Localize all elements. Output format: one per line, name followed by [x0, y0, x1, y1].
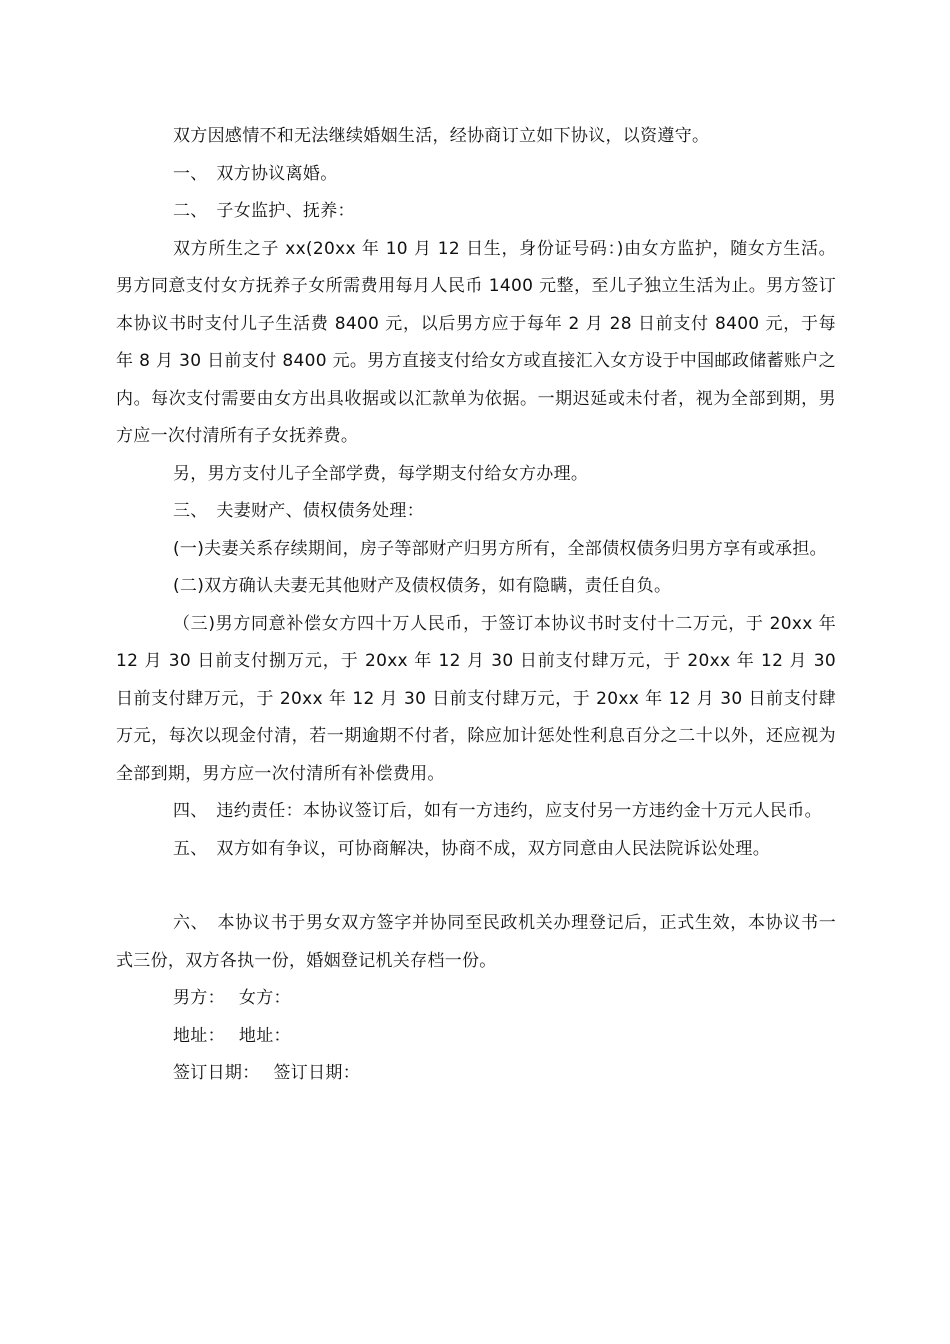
- male-date-label: 签订日期：: [173, 1063, 260, 1083]
- agreement-body: [116, 118, 836, 1093]
- clause-2-heading: 二、 子女监护、抚养：: [173, 201, 355, 221]
- clause-2-custody-paragraph: 双方所生之子 xx(20xx 年 10 月 12 日生，身份证号码：)由女方监护，随女方生活。男方同意支付女方抚养子女所需费用每月人民币 1400 元整，至儿子独立生活为止。男方签订本协议书时支付儿子生活费 8400 元，以后男方应于每年 2 月 28 日前支付 8400 元，于每年 8 月 30 日前支付 8400 元。男方直接支付给女方或直接汇入女方设于中国邮政储蓄账户之内。每次支付需要由女方出具收据或以汇款单为依据。一期迟延或未付者，视为全部到期，男方应一次付清所有子女抚养费。: [116, 238, 836, 446]
- male-party-label: 男方：: [173, 988, 225, 1008]
- clause-5-dispute: 五、 双方如有争议，可协商解决，协商不成，双方同意由人民法院诉讼处理。: [173, 838, 770, 859]
- clause-3-item-3: （三)男方同意补偿女方四十万人民币，于签订本协议书时支付十二万元，于 20xx 年 12 月 30 日前支付捌万元，于 20xx 年 12 月 30 日前支付肆万元，于 20xx 年 12 月 30 日前支付肆万元，于 20xx 年 12 月 30 日前支付肆万元，于 20xx 年 12 月 30 日前支付肆万元，每次以现金付清，若一期逾期不付者，除应加计惩处性利息百分之二十以外，还应视为全部到期，男方应一次付清所有补偿费用。: [116, 613, 836, 784]
- signature-address-row: [116, 1018, 836, 1056]
- signature-party-row: [116, 980, 836, 1018]
- clause-6-effectiveness: 六、 本协议书于男女双方签字并协同至民政机关办理登记后，正式生效，本协议书一式三份，双方各执一份，婚姻登记机关存档一份。: [116, 913, 836, 971]
- female-address-label: 地址：: [238, 1025, 291, 1046]
- clause-1-divorce: 一、 双方协议离婚。: [173, 163, 338, 184]
- clause-4-liability: 四、 违约责任：本协议签订后，如有一方违约，应支付另一方违约金十万元人民币。: [173, 801, 822, 821]
- clause-2-tuition-paragraph: 另，男方支付儿子全部学费，每学期支付给女方办理。: [173, 463, 589, 484]
- clause-3-item-2: (二)双方确认夫妻无其他财产及债权债务，如有隐瞒，责任自负。: [173, 576, 672, 596]
- female-date-label: 签订日期：: [273, 1063, 360, 1083]
- male-address-label: 地址：: [173, 1025, 225, 1046]
- intro-paragraph: 双方因感情不和无法继续婚姻生活，经协商订立如下协议，以资遵守。: [173, 126, 710, 146]
- female-party-label: 女方：: [238, 988, 291, 1008]
- signature-date-row: [116, 1055, 836, 1093]
- clause-3-item-1: (一)夫妻关系存续期间，房子等部财产归男方所有，全部债权债务归男方享有或承担。: [173, 538, 827, 559]
- clause-3-heading: 三、 夫妻财产、债权债务处理：: [173, 501, 424, 521]
